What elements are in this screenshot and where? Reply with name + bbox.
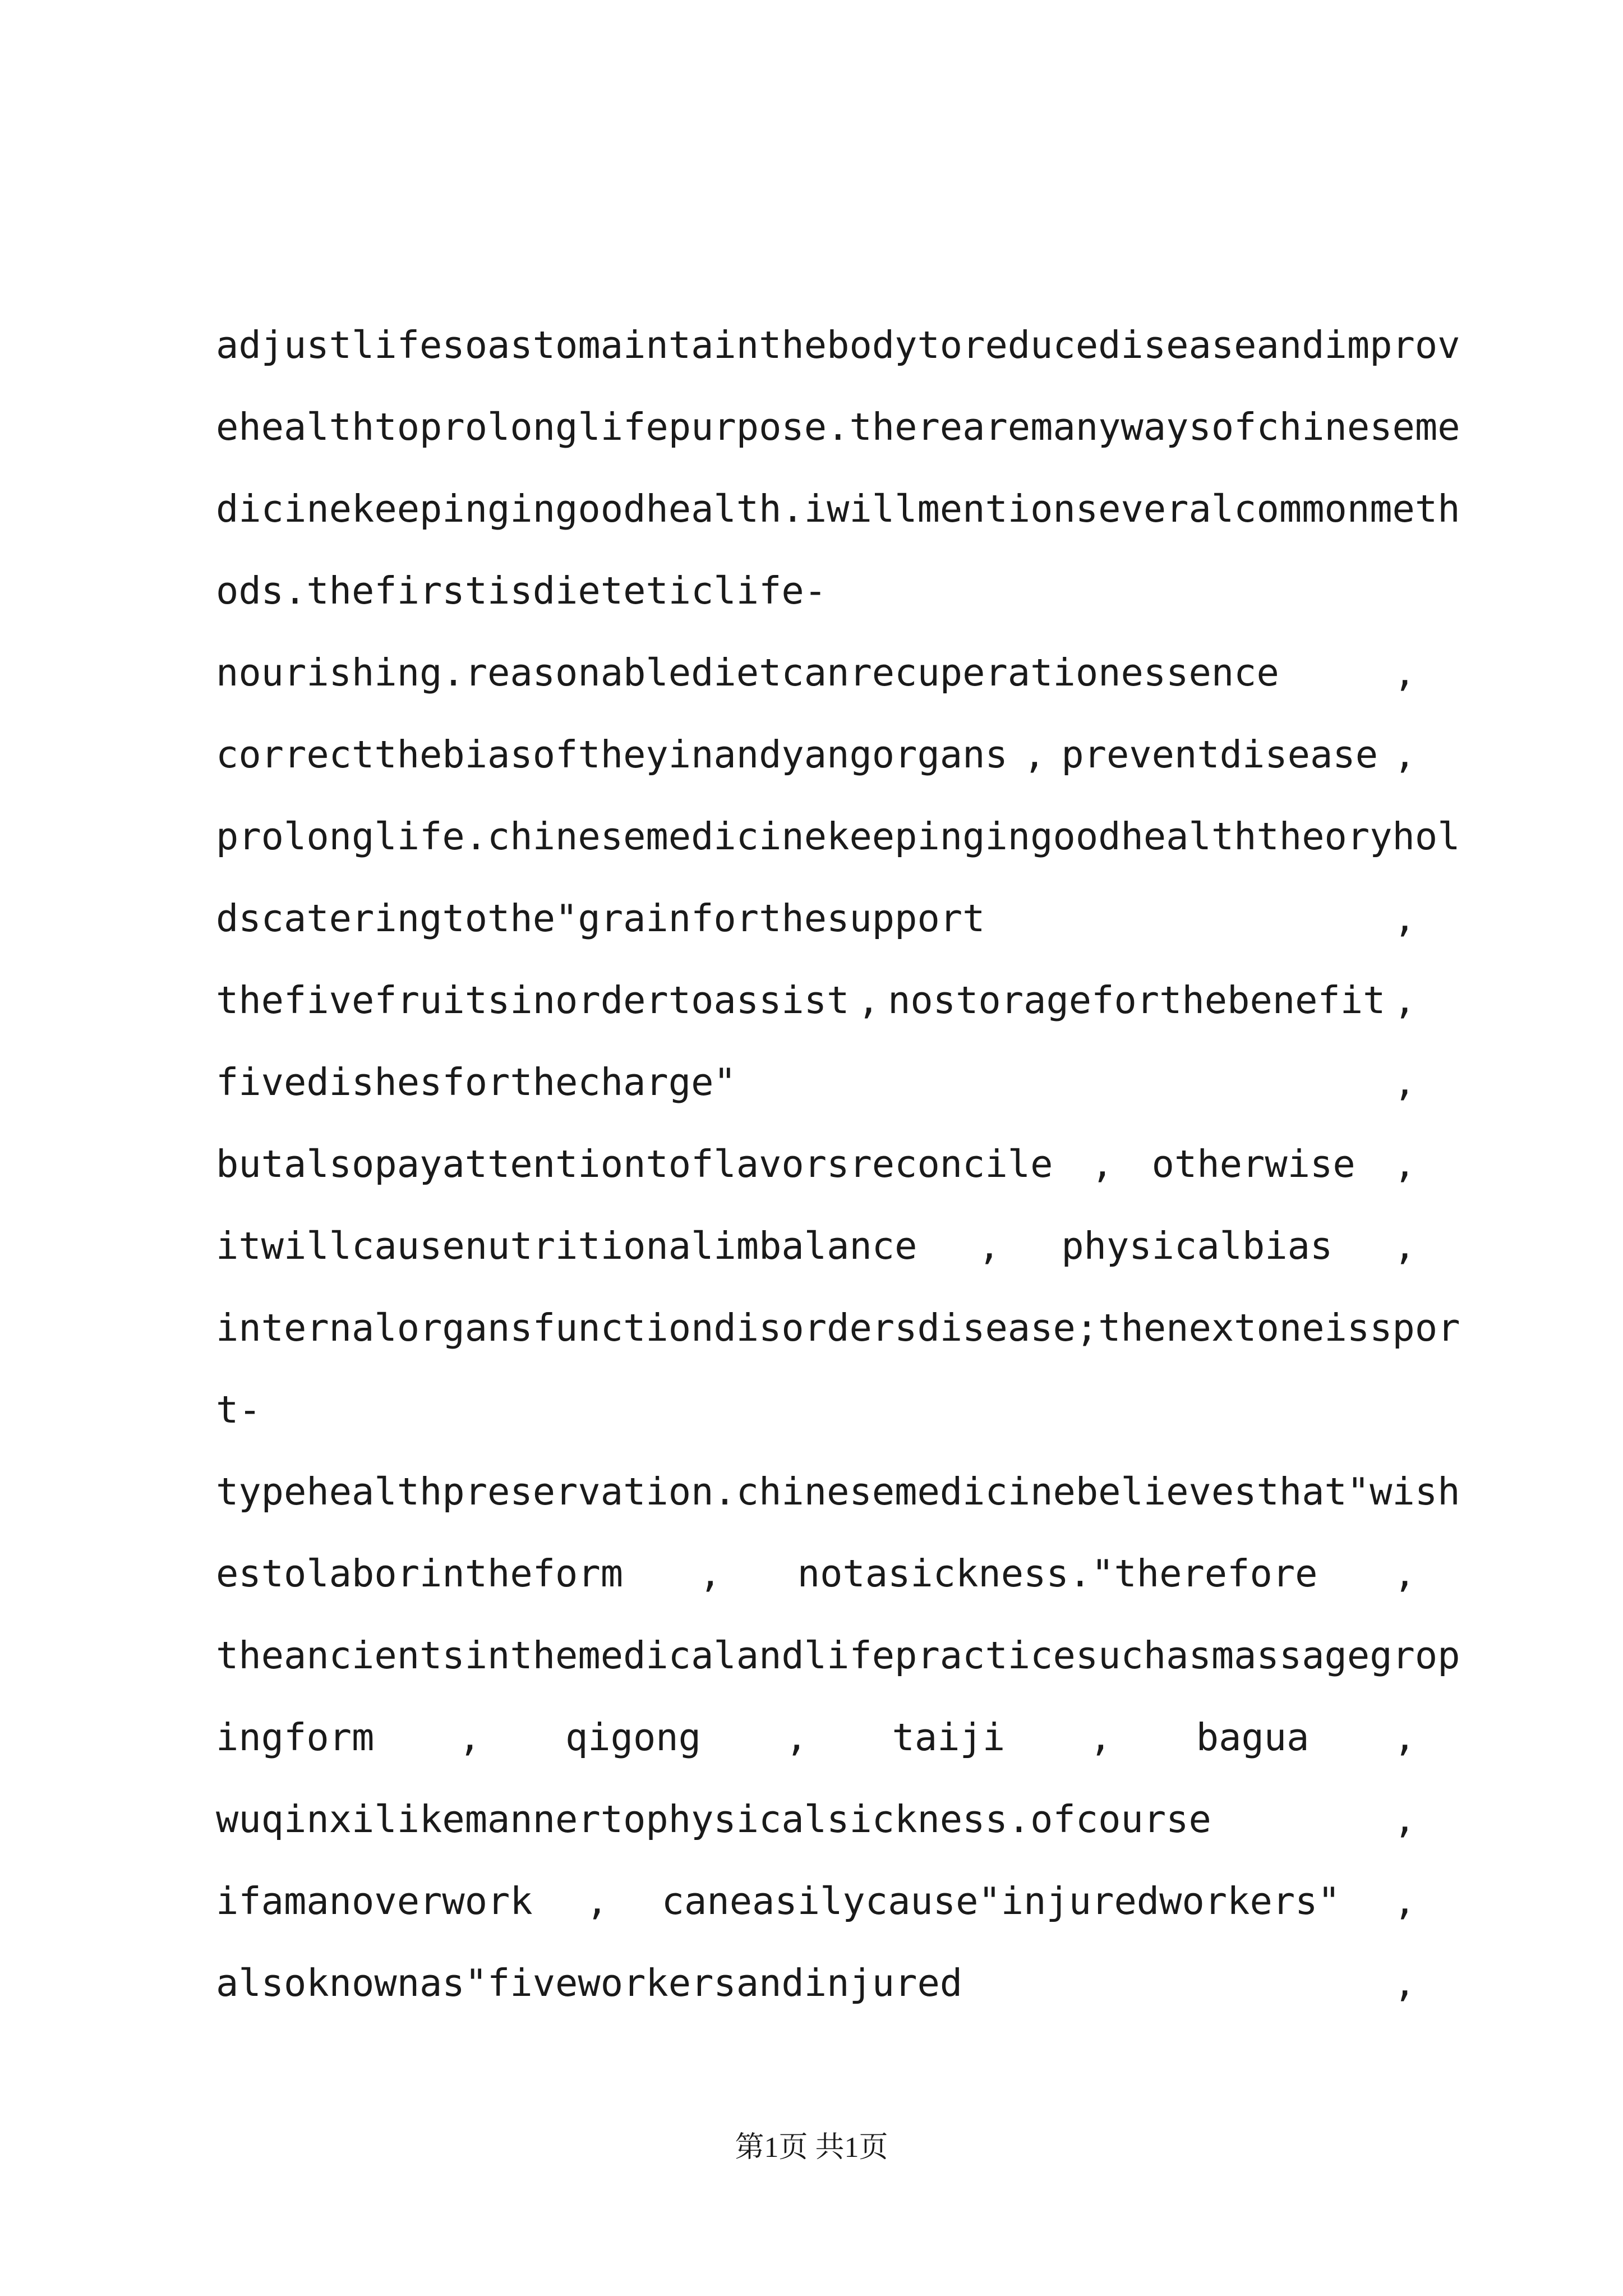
text-segment: , <box>458 1715 481 1759</box>
text-segment: , <box>1393 896 1416 940</box>
text-segment: , <box>1393 1961 1416 2005</box>
text-segment: , <box>1393 651 1416 694</box>
text-segment: , <box>1089 1715 1112 1759</box>
text-segment: nostorageforthebenefit <box>888 978 1386 1022</box>
text-segment: , <box>1393 1797 1416 1841</box>
text-segment: ehealthtoprolonglifepurpose.therearemanywaysofchineseme <box>216 405 1460 449</box>
text-line <box>216 806 1460 887</box>
text-line <box>216 1297 1460 1379</box>
text-segment: taiji <box>892 1715 1006 1759</box>
text-segment: , <box>978 1224 1001 1268</box>
text-segment: , <box>1393 978 1416 1022</box>
text-segment: , <box>857 978 880 1022</box>
text-segment: adjustlifesoastomaintainthebodytoreducediseaseandimprov <box>216 323 1460 367</box>
text-segment: , <box>1023 733 1046 776</box>
text-segment: notasickness."therefore <box>797 1552 1318 1595</box>
text-line <box>216 887 1416 969</box>
text-segment: , <box>1393 1142 1416 1186</box>
text-segment: typehealthpreservation.chinesemedicinebelievesthat"wish <box>216 1470 1460 1513</box>
text-segment: nourishing.reasonabledietcanrecuperationessence <box>216 651 1279 694</box>
text-segment: , <box>785 1715 808 1759</box>
text-segment: alsoknownas"fiveworkersandinjured <box>216 1961 963 2005</box>
text-segment: , <box>585 1879 608 1923</box>
text-segment: , <box>1091 1142 1114 1186</box>
text-segment: dicinekeepingingoodhealth.iwillmentionseveralcommonmeth <box>216 487 1460 531</box>
text-line <box>216 642 1416 724</box>
text-line <box>216 1706 1416 1788</box>
text-segment: ods.thefirstisdieteticlife- <box>216 569 827 613</box>
text-segment: otherwise <box>1151 1142 1355 1186</box>
text-segment: , <box>1393 1060 1416 1104</box>
text-segment: estolaborintheform <box>216 1552 624 1595</box>
text-line <box>216 1870 1416 1952</box>
text-segment: , <box>1393 1879 1416 1923</box>
text-line <box>216 560 1416 642</box>
text-segment: , <box>1393 733 1416 776</box>
text-segment: itwillcausenutritionalimbalance <box>216 1224 917 1268</box>
text-segment: , <box>1393 1224 1416 1268</box>
document-body <box>216 314 1460 2034</box>
text-line <box>216 314 1460 396</box>
text-segment: thefivefruitsinordertoassist <box>216 978 850 1022</box>
text-segment: fivedishesforthecharge" <box>216 1060 736 1104</box>
text-line <box>216 1952 1416 2034</box>
text-segment: , <box>1393 1715 1416 1759</box>
text-line <box>216 396 1460 478</box>
text-segment: , <box>699 1552 722 1595</box>
text-line <box>216 1543 1416 1625</box>
text-line <box>216 1625 1460 1706</box>
text-segment: caneasilycause"injuredworkers" <box>661 1879 1340 1923</box>
text-segment: wuqinxilikemannertophysicalsickness.ofcourse <box>216 1797 1211 1841</box>
text-line <box>216 1379 1416 1461</box>
text-line <box>216 1133 1416 1215</box>
text-segment: theancientsinthemedicalandlifepracticesuchasmassagegrop <box>216 1634 1460 1677</box>
text-line <box>216 1788 1416 1870</box>
text-segment: physicalbias <box>1061 1224 1333 1268</box>
text-line <box>216 478 1460 560</box>
text-segment: t- <box>216 1388 261 1432</box>
text-segment: qigong <box>565 1715 701 1759</box>
text-line <box>216 724 1416 806</box>
text-line <box>216 969 1416 1051</box>
text-line <box>216 1215 1416 1297</box>
page-number-footer: 第1页 共1页 <box>735 2132 888 2164</box>
text-line <box>216 1461 1460 1543</box>
text-segment: prolonglife.chinesemedicinekeepingingoodhealththeoryhol <box>216 815 1460 858</box>
text-segment: correctthebiasoftheyinandyangorgans <box>216 733 1008 776</box>
text-segment: ifamanoverwork <box>216 1879 533 1923</box>
text-segment: preventdisease <box>1061 733 1378 776</box>
text-segment: internalorgansfunctiondisordersdisease;thenextoneisspor <box>216 1306 1460 1350</box>
text-segment: butalsopayattentiontoflavorsreconcile <box>216 1142 1053 1186</box>
text-segment: dscateringtothe"grainforthesupport <box>216 896 985 940</box>
text-segment: , <box>1393 1552 1416 1595</box>
text-segment: ingform <box>216 1715 375 1759</box>
text-segment: bagua <box>1196 1715 1310 1759</box>
text-line <box>216 1051 1416 1133</box>
